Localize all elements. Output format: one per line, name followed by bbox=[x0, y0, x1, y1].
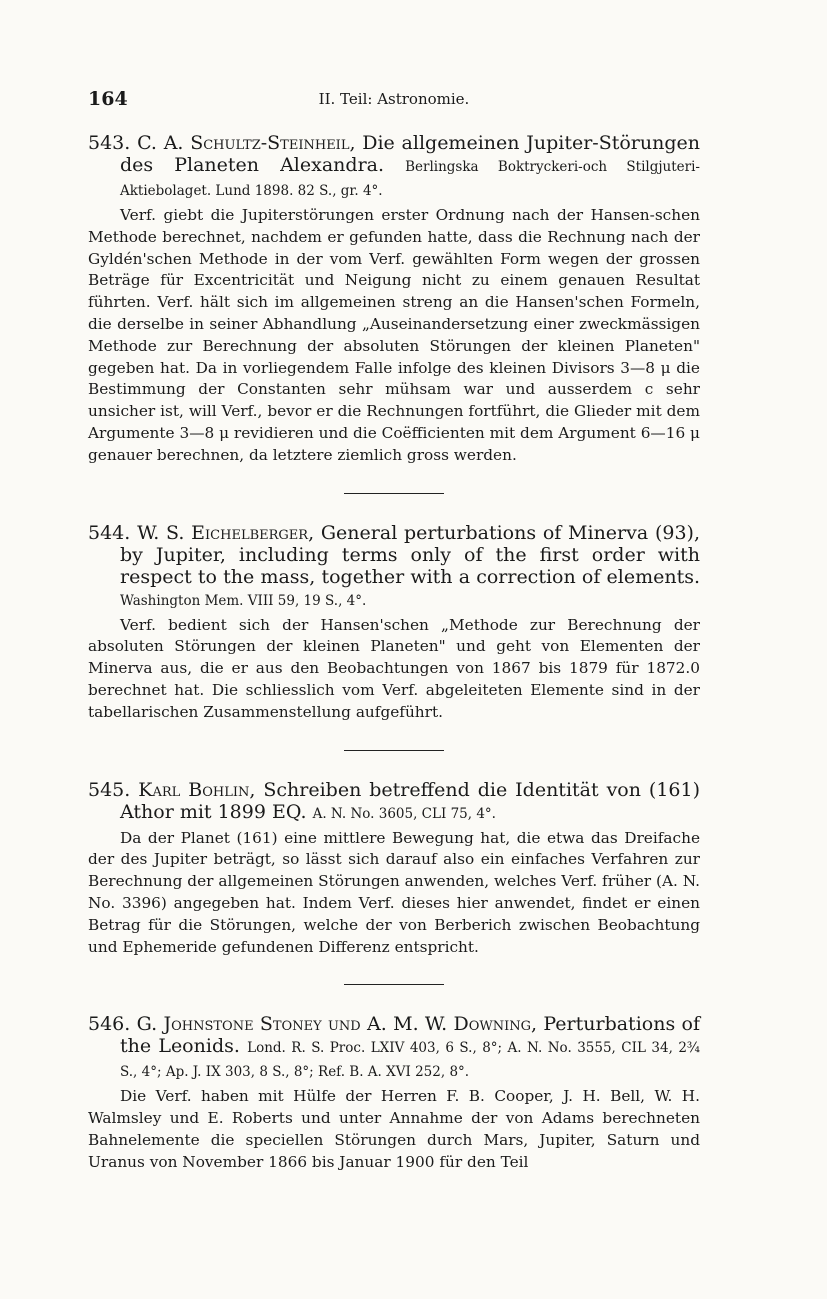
page-header bbox=[88, 88, 700, 118]
entry-heading bbox=[88, 779, 700, 825]
entry-number: 543. bbox=[88, 132, 131, 154]
section-divider bbox=[344, 493, 444, 494]
page-number: 164 bbox=[88, 88, 128, 110]
section-divider bbox=[344, 984, 444, 985]
entry-publication: Berlingska Boktryckeri-och Stilgjuteri-Aktiebolaget. Lund 1898. 82 S., gr. 4°. bbox=[120, 159, 700, 199]
entry-number: 545. bbox=[88, 778, 131, 801]
entry-publication: Lond. R. S. Proc. LXIV 403, 6 S., 8°; A. N. No. 3555, CIL 34, 2¾ S., 4°; Ap. J. IX 303, 8 S., 8°; Ref. B. A. XVI 252, 8°. bbox=[120, 1040, 700, 1081]
entry-title: General perturbations of Minerva (93), by Jupiter, including terms only of the first order with respect to the mass, together with a correction of elements. bbox=[120, 521, 700, 588]
entry-abstract: Verf. bedient sich der Hansen'schen „Methode zur Berechnung der absoluten Störungen der kleinen Planeten" und geht von Elementen der Minerva aus, die er aus den Beobachtungen von 1867 bis 1879 für 1872.0 berechnet hat. Die schliesslich vom Verf. abgeleiteten Elemente sind in der tabellarischen Zusammenstellung aufgeführt. bbox=[88, 615, 700, 721]
entry-abstract: Die Verf. haben mit Hülfe der Herren F. B. Cooper, J. H. Bell, W. H. Walmsley und E. Roberts und unter Annahme der von Adams berechneten Bahnelemente die speciellen Störungen durch Mars, Jupiter, Saturn und Uranus von November 1866 bis Januar 1900 für den Teil bbox=[88, 1087, 700, 1171]
entry-author: C. A. Schultz-Steinheil, bbox=[137, 132, 356, 154]
entry-544 bbox=[88, 522, 700, 724]
entry-publication: Washington Mem. VIII 59, 19 S., 4°. bbox=[120, 592, 367, 609]
entry-title: Schreiben betreffend die Identität von (161) Athor mit 1899 EQ. bbox=[120, 778, 701, 823]
entry-title: Die allgemeinen Jupiter-Störungen des Planeten Alexandra. bbox=[120, 132, 701, 176]
entry-heading bbox=[88, 1013, 700, 1083]
entry-author: G. Johnstone Stoney und A. M. W. Downing, bbox=[136, 1013, 538, 1036]
entry-heading bbox=[88, 132, 700, 202]
entry-545 bbox=[88, 779, 700, 959]
entry-abstract: Da der Planet (161) eine mittlere Bewegung hat, die etwa das Dreifache der des Jupiter beträgt, so lässt sich darauf also ein einfaches Verfahren zur Berechnung der allgemeinen Störungen anwenden, welches Verf. früher (A. N. No. 3396) angegeben hat. Indem Verf. dieses hier anwendet, findet er einen Betrag für die Störungen, welche der von Berberich zwischen Beobachtung und Ephemeride gefundenen Differenz entspricht. bbox=[88, 828, 700, 956]
entry-number: 546. bbox=[88, 1013, 131, 1036]
entry-546 bbox=[88, 1013, 700, 1173]
entry-heading bbox=[88, 522, 700, 612]
entry-author: Karl Bohlin, bbox=[138, 778, 256, 801]
running-title: II. Teil: Astronomie. bbox=[318, 90, 470, 108]
entry-abstract: Verf. giebt die Jupiterstörungen erster Ordnung nach der Hansen-schen Methode berechnet, nachdem er gefunden hatte, dass die Rechnung nach der Gyldén'schen Methode in der vom Verf. gewählten Form wegen der grossen Beträge für Excentricität und Neigung nicht zu einem genauen Resultat führten. Verf. hält sich im allgemeinen streng an die Hansen'schen Formeln, die derselbe in seiner Abhandlung „Auseinandersetzung einer zweckmässigen Methode zur Berechnung der absoluten Störungen der kleinen Planeten" gegeben hat. Da in vorliegendem Falle infolge des kleinen Divisors 3—8 μ die Bestimmung der Constanten sehr mühsam war und ausserdem c sehr unsicher ist, will Verf., bevor er die Rechnungen fortführt, die Glieder mit dem Argumente 3—8 μ revidieren und die Coëfficienten mit dem Argument 6—16 μ genauer berechnen, da letztere ziemlich gross werden. bbox=[88, 206, 700, 464]
section-divider bbox=[344, 750, 444, 751]
entry-543 bbox=[88, 132, 700, 467]
document-page bbox=[88, 88, 700, 1174]
entry-author: W. S. Eichelberger, bbox=[137, 521, 315, 544]
entry-title: Perturbations of the Leonids. bbox=[120, 1013, 700, 1058]
entry-publication: A. N. No. 3605, CLI 75, 4°. bbox=[312, 805, 496, 822]
entry-number: 544. bbox=[88, 521, 131, 544]
